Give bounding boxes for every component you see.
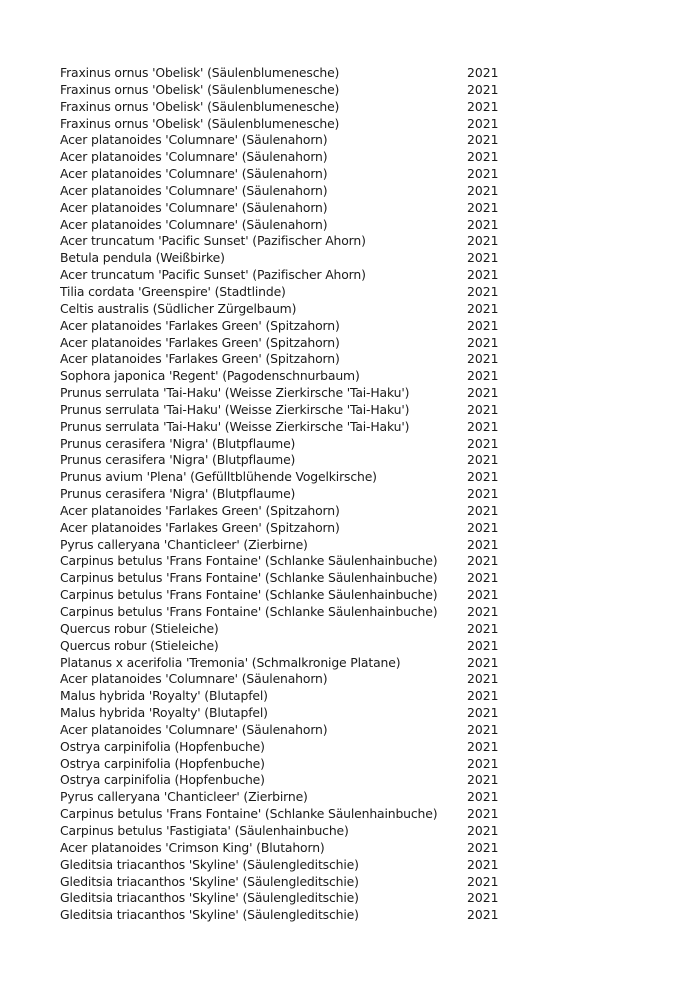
list-item bbox=[60, 587, 510, 604]
planting-year: 2021 bbox=[467, 401, 499, 417]
tree-name: Prunus serrulata 'Tai-Haku' (Weisse Zierkirsche 'Tai-Haku') bbox=[60, 385, 410, 401]
planting-year: 2021 bbox=[467, 166, 499, 182]
planting-year: 2021 bbox=[467, 216, 499, 232]
planting-year: 2021 bbox=[467, 654, 499, 670]
planting-year: 2021 bbox=[467, 182, 499, 198]
list-item bbox=[60, 318, 510, 335]
list-item bbox=[60, 385, 510, 402]
planting-year: 2021 bbox=[467, 806, 499, 822]
list-item bbox=[60, 772, 510, 789]
list-item bbox=[60, 250, 510, 267]
planting-year: 2021 bbox=[467, 351, 499, 367]
list-item bbox=[60, 722, 510, 739]
planting-year: 2021 bbox=[467, 519, 499, 535]
list-item bbox=[60, 65, 510, 82]
tree-name: Gleditsia triacanthos 'Skyline' (Säulengleditschie) bbox=[60, 890, 359, 906]
tree-name: Acer platanoides 'Columnare' (Säulenahorn) bbox=[60, 132, 328, 148]
list-item bbox=[60, 520, 510, 537]
planting-year: 2021 bbox=[467, 132, 499, 148]
tree-name: Gleditsia triacanthos 'Skyline' (Säulengleditschie) bbox=[60, 856, 359, 872]
tree-name: Acer platanoides 'Farlakes Green' (Spitzahorn) bbox=[60, 351, 340, 367]
tree-name: Betula pendula (Weißbirke) bbox=[60, 250, 225, 266]
tree-name: Malus hybrida 'Royalty' (Blutapfel) bbox=[60, 688, 268, 704]
list-item bbox=[60, 469, 510, 486]
list-item bbox=[60, 907, 510, 924]
tree-name: Acer truncatum 'Pacific Sunset' (Pazifischer Ahorn) bbox=[60, 233, 366, 249]
list-item bbox=[60, 486, 510, 503]
tree-name: Acer truncatum 'Pacific Sunset' (Pazifischer Ahorn) bbox=[60, 267, 366, 283]
list-item bbox=[60, 890, 510, 907]
list-item bbox=[60, 604, 510, 621]
planting-year: 2021 bbox=[467, 81, 499, 97]
planting-year: 2021 bbox=[467, 486, 499, 502]
tree-name: Acer platanoides 'Farlakes Green' (Spitzahorn) bbox=[60, 334, 340, 350]
planting-year: 2021 bbox=[467, 839, 499, 855]
planting-year: 2021 bbox=[467, 671, 499, 687]
list-item bbox=[60, 537, 510, 554]
list-item bbox=[60, 638, 510, 655]
tree-name: Acer platanoides 'Columnare' (Säulenahorn) bbox=[60, 671, 328, 687]
list-item bbox=[60, 756, 510, 773]
planting-year: 2021 bbox=[467, 688, 499, 704]
planting-year: 2021 bbox=[467, 620, 499, 636]
planting-year: 2021 bbox=[467, 300, 499, 316]
tree-name: Acer platanoides 'Farlakes Green' (Spitzahorn) bbox=[60, 317, 340, 333]
planting-year: 2021 bbox=[467, 822, 499, 838]
planting-year: 2021 bbox=[467, 553, 499, 569]
tree-name: Acer platanoides 'Columnare' (Säulenahorn) bbox=[60, 721, 328, 737]
list-item bbox=[60, 116, 510, 133]
list-item bbox=[60, 183, 510, 200]
tree-name: Ostrya carpinifolia (Hopfenbuche) bbox=[60, 772, 265, 788]
planting-year: 2021 bbox=[467, 738, 499, 754]
list-item bbox=[60, 789, 510, 806]
tree-name: Acer platanoides 'Columnare' (Säulenahorn) bbox=[60, 216, 328, 232]
tree-name: Quercus robur (Stieleiche) bbox=[60, 637, 219, 653]
planting-year: 2021 bbox=[467, 755, 499, 771]
list-item bbox=[60, 132, 510, 149]
tree-name: Acer platanoides 'Crimson King' (Blutahorn) bbox=[60, 839, 325, 855]
planting-year: 2021 bbox=[467, 721, 499, 737]
planting-year: 2021 bbox=[467, 469, 499, 485]
tree-name: Ostrya carpinifolia (Hopfenbuche) bbox=[60, 738, 265, 754]
planting-year: 2021 bbox=[467, 435, 499, 451]
tree-name: Carpinus betulus 'Frans Fontaine' (Schlanke Säulenhainbuche) bbox=[60, 570, 438, 586]
tree-name: Acer platanoides 'Columnare' (Säulenahorn) bbox=[60, 199, 328, 215]
list-item bbox=[60, 217, 510, 234]
list-item bbox=[60, 739, 510, 756]
tree-name: Sophora japonica 'Regent' (Pagodenschnurbaum) bbox=[60, 368, 360, 384]
tree-name: Acer platanoides 'Columnare' (Säulenahorn) bbox=[60, 166, 328, 182]
planting-year: 2021 bbox=[467, 536, 499, 552]
tree-name: Fraxinus ornus 'Obelisk' (Säulenblumenesche) bbox=[60, 115, 340, 131]
tree-name: Gleditsia triacanthos 'Skyline' (Säulengleditschie) bbox=[60, 873, 359, 889]
list-item bbox=[60, 570, 510, 587]
planting-year: 2021 bbox=[467, 385, 499, 401]
list-item bbox=[60, 436, 510, 453]
list-item bbox=[60, 553, 510, 570]
planting-year: 2021 bbox=[467, 907, 499, 923]
planting-year: 2021 bbox=[467, 250, 499, 266]
tree-name: Ostrya carpinifolia (Hopfenbuche) bbox=[60, 755, 265, 771]
tree-name: Acer platanoides 'Columnare' (Säulenahorn) bbox=[60, 149, 328, 165]
planting-year: 2021 bbox=[467, 452, 499, 468]
list-item bbox=[60, 284, 510, 301]
planting-year: 2021 bbox=[467, 283, 499, 299]
planting-year: 2021 bbox=[467, 65, 499, 80]
list-item bbox=[60, 452, 510, 469]
planting-year: 2021 bbox=[467, 705, 499, 721]
planting-year: 2021 bbox=[467, 772, 499, 788]
tree-list bbox=[60, 65, 510, 924]
tree-name: Acer platanoides 'Columnare' (Säulenahorn) bbox=[60, 182, 328, 198]
list-item bbox=[60, 402, 510, 419]
planting-year: 2021 bbox=[467, 233, 499, 249]
list-item bbox=[60, 419, 510, 436]
list-item bbox=[60, 671, 510, 688]
planting-year: 2021 bbox=[467, 570, 499, 586]
tree-name: Carpinus betulus 'Frans Fontaine' (Schlanke Säulenhainbuche) bbox=[60, 587, 438, 603]
list-item bbox=[60, 823, 510, 840]
tree-name: Carpinus betulus 'Frans Fontaine' (Schlanke Säulenhainbuche) bbox=[60, 806, 438, 822]
tree-name: Celtis australis (Südlicher Zürgelbaum) bbox=[60, 300, 297, 316]
tree-name: Fraxinus ornus 'Obelisk' (Säulenblumenesche) bbox=[60, 98, 340, 114]
list-item bbox=[60, 705, 510, 722]
planting-year: 2021 bbox=[467, 334, 499, 350]
list-item bbox=[60, 351, 510, 368]
list-item bbox=[60, 806, 510, 823]
planting-year: 2021 bbox=[467, 317, 499, 333]
planting-year: 2021 bbox=[467, 789, 499, 805]
tree-name: Malus hybrida 'Royalty' (Blutapfel) bbox=[60, 705, 268, 721]
list-item bbox=[60, 301, 510, 318]
list-item bbox=[60, 503, 510, 520]
list-item bbox=[60, 688, 510, 705]
list-item bbox=[60, 82, 510, 99]
planting-year: 2021 bbox=[467, 873, 499, 889]
tree-name: Pyrus calleryana 'Chanticleer' (Zierbirne) bbox=[60, 536, 308, 552]
planting-year: 2021 bbox=[467, 368, 499, 384]
list-item bbox=[60, 335, 510, 352]
list-item bbox=[60, 655, 510, 672]
tree-name: Acer platanoides 'Farlakes Green' (Spitzahorn) bbox=[60, 502, 340, 518]
list-item bbox=[60, 200, 510, 217]
list-item bbox=[60, 149, 510, 166]
planting-year: 2021 bbox=[467, 604, 499, 619]
tree-name: Prunus avium 'Plena' (Gefülltblühende Vogelkirsche) bbox=[60, 469, 377, 485]
tree-name: Fraxinus ornus 'Obelisk' (Säulenblumenesche) bbox=[60, 65, 340, 80]
tree-name: Quercus robur (Stieleiche) bbox=[60, 620, 219, 636]
tree-name: Acer platanoides 'Farlakes Green' (Spitzahorn) bbox=[60, 519, 340, 535]
list-item bbox=[60, 233, 510, 250]
tree-name: Pyrus calleryana 'Chanticleer' (Zierbirne) bbox=[60, 789, 308, 805]
list-item bbox=[60, 368, 510, 385]
tree-name: Prunus cerasifera 'Nigra' (Blutpflaume) bbox=[60, 452, 296, 468]
list-item bbox=[60, 166, 510, 183]
tree-name: Tilia cordata 'Greenspire' (Stadtlinde) bbox=[60, 283, 286, 299]
planting-year: 2021 bbox=[467, 199, 499, 215]
tree-name: Carpinus betulus 'Frans Fontaine' (Schlanke Säulenhainbuche) bbox=[60, 604, 438, 619]
list-item bbox=[60, 840, 510, 857]
planting-year: 2021 bbox=[467, 587, 499, 603]
list-item bbox=[60, 267, 510, 284]
tree-name: Prunus serrulata 'Tai-Haku' (Weisse Zierkirsche 'Tai-Haku') bbox=[60, 418, 410, 434]
tree-name: Gleditsia triacanthos 'Skyline' (Säulengleditschie) bbox=[60, 907, 359, 923]
tree-name: Platanus x acerifolia 'Tremonia' (Schmalkronige Platane) bbox=[60, 654, 401, 670]
list-item bbox=[60, 857, 510, 874]
planting-year: 2021 bbox=[467, 856, 499, 872]
tree-name: Prunus cerasifera 'Nigra' (Blutpflaume) bbox=[60, 486, 296, 502]
planting-year: 2021 bbox=[467, 637, 499, 653]
planting-year: 2021 bbox=[467, 98, 499, 114]
tree-name: Carpinus betulus 'Fastigiata' (Säulenhainbuche) bbox=[60, 822, 349, 838]
tree-name: Prunus serrulata 'Tai-Haku' (Weisse Zierkirsche 'Tai-Haku') bbox=[60, 401, 410, 417]
list-item bbox=[60, 621, 510, 638]
tree-name: Fraxinus ornus 'Obelisk' (Säulenblumenesche) bbox=[60, 81, 340, 97]
planting-year: 2021 bbox=[467, 502, 499, 518]
planting-year: 2021 bbox=[467, 267, 499, 283]
tree-name: Prunus cerasifera 'Nigra' (Blutpflaume) bbox=[60, 435, 296, 451]
planting-year: 2021 bbox=[467, 149, 499, 165]
list-item bbox=[60, 99, 510, 116]
planting-year: 2021 bbox=[467, 890, 499, 906]
tree-name: Carpinus betulus 'Frans Fontaine' (Schlanke Säulenhainbuche) bbox=[60, 553, 438, 569]
planting-year: 2021 bbox=[467, 115, 499, 131]
planting-year: 2021 bbox=[467, 418, 499, 434]
list-item bbox=[60, 874, 510, 891]
